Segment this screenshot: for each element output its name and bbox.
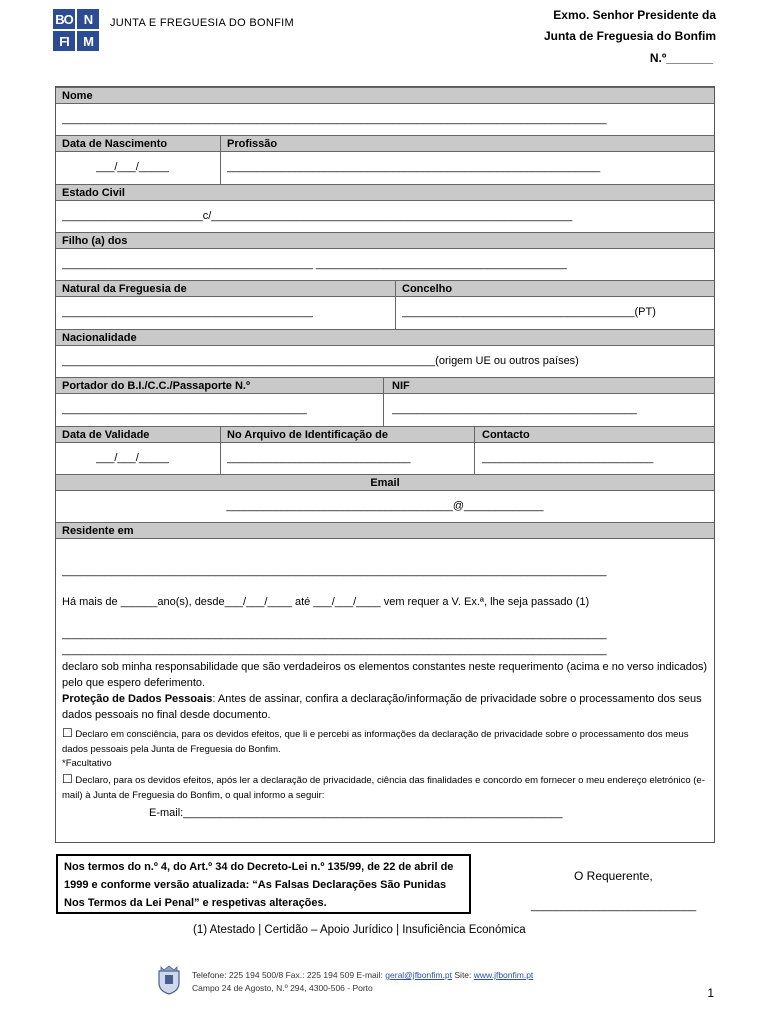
validade-input[interactable]: ___/___/_____: [96, 452, 170, 464]
portador-input[interactable]: ________________________________________: [62, 403, 307, 415]
contacto-input[interactable]: ____________________________: [482, 452, 654, 464]
recipient-line: Junta de Freguesia do Bonfim: [543, 29, 716, 43]
optional-note: *Facultativo: [62, 758, 112, 769]
nascimento-header: [56, 135, 714, 152]
natural-label: Natural da Freguesia de: [62, 283, 187, 295]
nacionalidade-input[interactable]: _____________________________________________________________(origem UE ou outros países): [62, 355, 579, 367]
coat-of-arms-icon: [155, 965, 183, 995]
page-number: 1: [707, 986, 714, 1000]
nacionalidade-label: Nacionalidade: [62, 332, 137, 344]
consent-email-input[interactable]: E-mail:______________________________________________________________: [149, 807, 563, 819]
email-header: [56, 474, 714, 491]
request-form: [55, 86, 715, 843]
consent-email-text: Declaro, para os devidos efeitos, após ler a declaração de privacidade, ciência das finalidades e concordo em fornecer o meu endereço eletrónico (e-mail) à Junta de Freguesia do Bonfim, o qual informo a seguir:: [62, 775, 705, 801]
footer-email-link[interactable]: geral@jfbonfim.pt: [385, 970, 453, 980]
recipient-line: Exmo. Senhor Presidente da: [553, 8, 716, 22]
footer-phone: Telefone: 225 194 500/8 Fax.: 225 194 509 E-mail:: [192, 970, 386, 980]
residente-header: [56, 522, 714, 539]
document-number-field: N.º_______: [649, 51, 713, 65]
consent-privacy-checkbox[interactable]: ☐: [62, 726, 73, 740]
nacionalidade-header: [56, 329, 714, 346]
filiacao-header: [56, 232, 714, 249]
concelho-input[interactable]: ______________________________________(PT): [402, 306, 656, 318]
nascimento-label: Data de Nascimento: [62, 138, 168, 150]
request-description-input[interactable]: _________________________________________________________________________________________: [62, 628, 607, 640]
divider: [220, 426, 221, 474]
naturalidade-header: [56, 280, 714, 297]
email-input[interactable]: _____________________________________@_____________: [226, 500, 544, 512]
estado-civil-input[interactable]: _______________________c/___________________________________________________________: [62, 210, 573, 222]
signature-line[interactable]: ___________________________: [531, 900, 697, 912]
footer-site-link[interactable]: www.jfbonfim.pt: [473, 970, 534, 980]
filiacao-label: Filho (a) dos: [62, 235, 128, 247]
footer-site-label: Site:: [452, 970, 474, 980]
estado-civil-header: [56, 184, 714, 201]
nif-label: NIF: [392, 380, 410, 392]
profissao-input[interactable]: _____________________________________________________________: [227, 161, 601, 173]
logo-part: FI: [53, 31, 75, 51]
validade-header: [56, 426, 714, 443]
portador-label: Portador do B.I./C.C./Passaporte N.º: [62, 380, 250, 392]
footer-contacts: [192, 969, 533, 995]
email-label: Email: [370, 477, 400, 489]
recipient-address: [544, 5, 716, 47]
consent-privacy: [62, 726, 714, 757]
consent-email: [62, 772, 714, 803]
consent-privacy-text: Declaro em consciência, para os devidos efeitos, que li e percebi as informações da declaração de privacidade sobre o processamento dos meus dados pessoais pela Junta de Freguesia do Bonfim.: [62, 729, 689, 755]
data-protection-title: Proteção de Dados Pessoais: [62, 693, 213, 705]
divider: [383, 377, 384, 426]
divider: [395, 280, 396, 329]
validade-label: Data de Validade: [62, 429, 150, 441]
contacto-label: Contacto: [482, 429, 530, 441]
requerente-label: O Requerente,: [574, 869, 653, 883]
logo-part: N: [77, 9, 99, 29]
legal-notice: Nos termos do n.º 4, do Art.º 34 do Decreto-Lei n.º 135/99, de 22 de abril de 1999 e conforme versão atualizada: “As Falsas Declarações São Punidas Nos Termos da Lei Penal” e respetivas alterações.: [56, 854, 471, 914]
data-protection-body: : Antes de assinar, confira a declaração/informação de privacidade sobre o processamento dos seus dados pessoais no final desde documento.: [62, 693, 702, 721]
nome-header: [56, 87, 714, 104]
natural-input[interactable]: _________________________________________: [62, 306, 313, 318]
footer-contact-line: [192, 969, 533, 982]
divider: [220, 135, 221, 184]
bonfim-logo: [53, 9, 99, 51]
declaration-text: declaro sob minha responsabilidade que são verdadeiros os elementos constantes neste requerimento (acima e no verso indicados) pelo que espero deferimento.: [62, 661, 708, 689]
logo-part: BO: [53, 9, 75, 29]
data-protection-text: [62, 691, 712, 723]
concelho-label: Concelho: [402, 283, 453, 295]
estado-civil-label: Estado Civil: [62, 187, 125, 199]
request-period-text: Há mais de ______ano(s), desde___/___/____ até ___/___/____ vem requer a V. Ex.ª, lhe seja passado (1): [62, 596, 590, 608]
footnote: (1) Atestado | Certidão – Apoio Jurídico | Insuficiência Económica: [193, 924, 526, 936]
org-name: JUNTA E FREGUESIA DO BONFIM: [110, 17, 294, 29]
filiacao-input[interactable]: _________________________________________ _________________________________________: [62, 258, 567, 270]
logo-part: M: [77, 31, 99, 51]
footer-address: Campo 24 de Agosto, N.º 294, 4300-506 - Porto: [192, 983, 373, 993]
consent-email-checkbox[interactable]: ☐: [62, 772, 73, 786]
residente-input[interactable]: _________________________________________________________________________________________: [62, 565, 607, 577]
arquivo-input[interactable]: ______________________________: [227, 452, 411, 464]
documento-header: [56, 377, 714, 394]
nascimento-input[interactable]: ___/___/_____: [96, 161, 170, 173]
nif-input[interactable]: ________________________________________: [392, 403, 637, 415]
divider: [474, 426, 475, 474]
residente-label: Residente em: [62, 525, 134, 537]
nome-label: Nome: [62, 90, 93, 102]
profissao-label: Profissão: [227, 138, 278, 150]
nome-input[interactable]: _________________________________________________________________________________________: [62, 113, 607, 125]
arquivo-label: No Arquivo de Identificação de: [227, 429, 388, 441]
request-description-input[interactable]: _________________________________________________________________________________________: [62, 644, 607, 656]
